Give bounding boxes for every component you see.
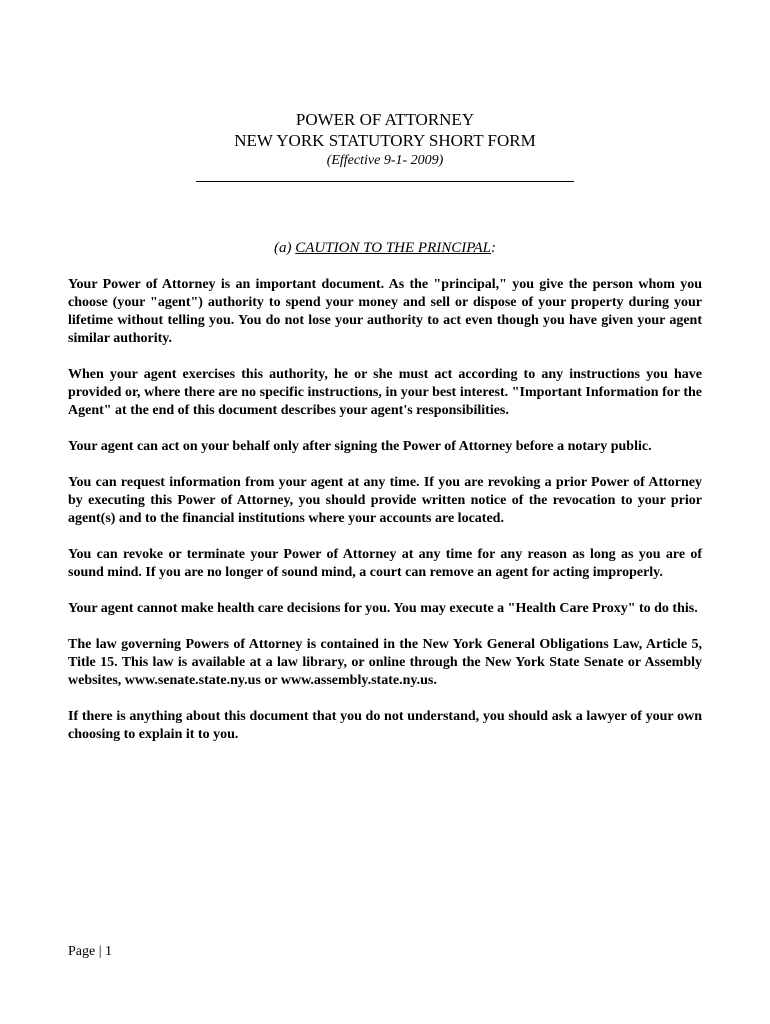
effective-date: (Effective 9-1- 2009) [326, 153, 444, 168]
section-heading [0, 238, 770, 258]
paragraph: When your agent exercises this authority, he or she must act according to any instructions you have provided or, where there are no specific instructions, in your best interest. "Important Information for the Agent" at the end of this document describes your agent's responsibilities. [68, 367, 702, 418]
paragraph: Your agent cannot make health care decisions for you. You may execute a "Health Care Proxy" to do this. [68, 601, 698, 616]
document-title: POWER OF ATTORNEY [295, 110, 475, 129]
title-divider [196, 181, 574, 182]
page-number: Page | 1 [68, 944, 113, 959]
paragraph: If there is anything about this document that you do not understand, you should ask a lawyer of your own choosing to explain it to you. [68, 709, 702, 742]
paragraph: You can request information from your agent at any time. If you are revoking a prior Power of Attorney by executing this Power of Attorney, you should provide written notice of the revocation to your prior agent(s) and to the financial institutions where your accounts are located. [68, 475, 702, 526]
document-subtitle: NEW YORK STATUTORY SHORT FORM [234, 131, 536, 150]
paragraph: Your agent can act on your behalf only after signing the Power of Attorney before a notary public. [68, 439, 652, 454]
paragraph: You can revoke or terminate your Power of Attorney at any time for any reason as long as you are of sound mind. If you are no longer of sound mind, a court can remove an agent for acting improperly. [68, 547, 702, 580]
section-heading-text: CAUTION TO THE PRINCIPAL [295, 240, 491, 256]
caution-body [68, 276, 702, 762]
paragraph: Your Power of Attorney is an important document. As the "principal," you give the person whom you choose (your "agent") authority to spend your money and sell or dispose of your property during your lifetime without telling you. You do not lose your authority to act even though you have given your agent similar authority. [68, 277, 702, 346]
paragraph: The law governing Powers of Attorney is contained in the New York General Obligations Law, Article 5, Title 15. This law is available at a law library, or online through the New York State Senate or Assembly websites, www.senate.state.ny.us or www.assembly.state.ny.us. [68, 637, 702, 688]
section-prefix: (a) [274, 240, 296, 256]
section-suffix: : [490, 240, 496, 256]
